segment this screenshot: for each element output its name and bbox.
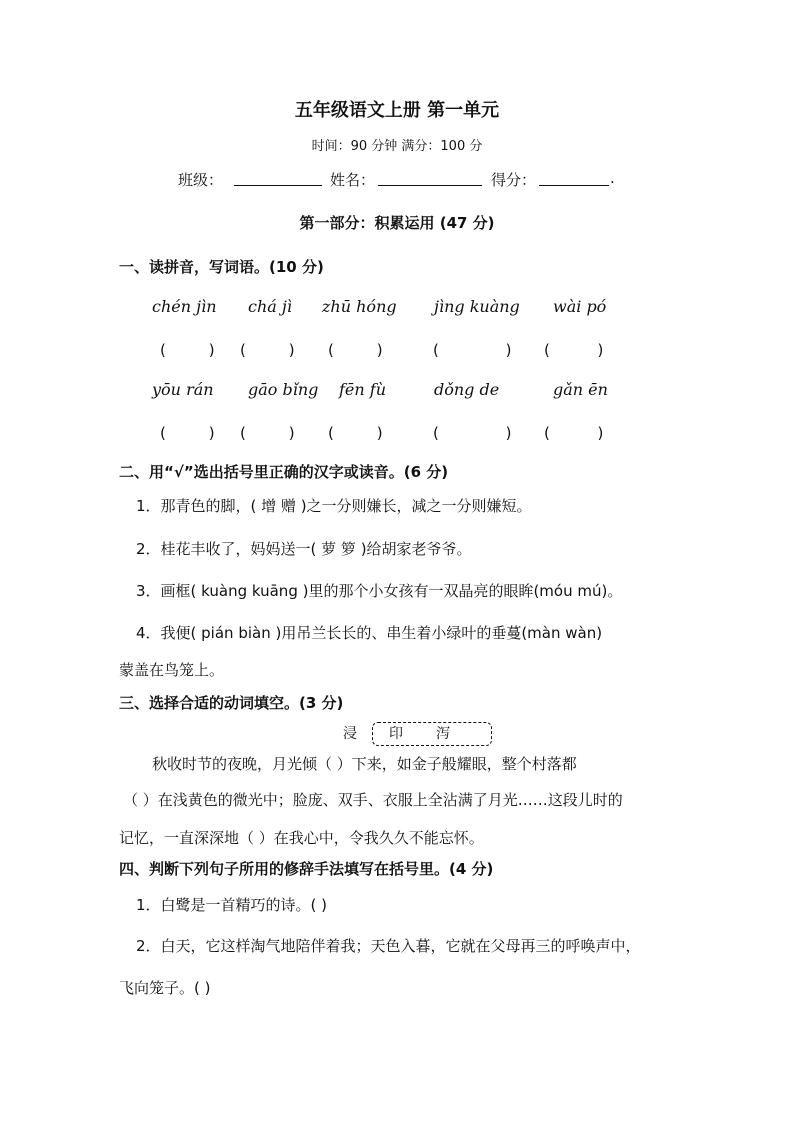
passage-line: 记忆，一直深深地（ ）在我心中，令我久久不能忘怀。: [119, 829, 484, 847]
answer-blank[interactable]: ( ): [240, 341, 295, 359]
part-title: 第一部分：积累运用 (47 分): [299, 214, 495, 232]
question-2-item-continued: 蒙盖在鸟笼上。: [119, 661, 225, 679]
passage-line: 秋收时节的夜晚，月光倾（ ）下来，如金子般耀眼，整个村落都: [152, 755, 577, 773]
class-label: 班级：: [178, 171, 224, 189]
pinyin-word: fēn fù: [339, 380, 387, 399]
answer-blank[interactable]: ( ): [160, 341, 215, 359]
pinyin-word: chén jìn: [152, 297, 217, 316]
name-field[interactable]: [378, 169, 482, 186]
answer-blank[interactable]: ( ): [240, 424, 295, 442]
answer-blank[interactable]: ( ): [544, 424, 604, 442]
pinyin-word: wài pó: [553, 297, 607, 316]
exam-meta: 时间：90 分钟 满分：100 分: [311, 139, 483, 154]
pinyin-word: yōu rán: [152, 380, 214, 399]
class-field[interactable]: [234, 169, 322, 186]
pinyin-word: zhū hóng: [322, 297, 397, 316]
question-2-item: 3．画框( kuàng kuāng )里的那个小女孩有一双晶亮的眼眸(móu mú)。: [136, 582, 623, 600]
answer-blank[interactable]: ( ): [328, 424, 383, 442]
pinyin-word: dǒng de: [434, 380, 500, 399]
word-option: 浸: [343, 726, 357, 742]
name-label: 姓名：: [330, 171, 376, 189]
question-4-item: 2．白天，它这样淘气地陪伴着我；天色入暮，它就在父母再三的呼唤声中，: [136, 937, 641, 955]
question-3-heading: 三、选择合适的动词填空。(3 分): [119, 694, 344, 712]
answer-blank[interactable]: ( ): [433, 424, 512, 442]
question-4-item-continued: 飞向笼子。( ): [119, 979, 211, 997]
question-2-item: 2．桂花丰收了，妈妈送一( 萝 箩 )给胡家老爷爷。: [136, 540, 472, 558]
answer-blank[interactable]: ( ): [433, 341, 512, 359]
score-label: 得分：: [491, 171, 537, 189]
answer-blank[interactable]: ( ): [160, 424, 215, 442]
question-4-item: 1．白鹭是一首精巧的诗。( ): [136, 896, 328, 914]
question-2-heading: 二、用“√”选出括号里正确的汉字或读音。(6 分): [119, 463, 449, 481]
pinyin-word: gǎn ēn: [553, 380, 608, 399]
passage-line: （ ）在浅黄色的微光中；脸庞、双手、衣服上全沾满了月光……这段儿时的: [123, 791, 623, 809]
word-option: 印: [389, 726, 403, 742]
answer-blank[interactable]: ( ): [328, 341, 383, 359]
pinyin-word: jìng kuàng: [434, 297, 520, 316]
question-4-heading: 四、判断下列句子所用的修辞手法填写在括号里。(4 分): [119, 860, 494, 878]
question-1-heading: 一、读拼音，写词语。(10 分): [119, 258, 324, 276]
word-option: 泻: [436, 726, 450, 742]
question-2-item: 1．那青色的脚，( 增 赠 )之一分则嫌长，减之一分则嫌短。: [136, 497, 532, 515]
end-dot: .: [610, 169, 615, 187]
question-2-item: 4．我便( pián biàn )用吊兰长长的、串生着小绿叶的垂蔓(màn wàn): [136, 624, 603, 642]
pinyin-word: gāo bǐng: [248, 380, 319, 399]
score-field[interactable]: [539, 169, 609, 186]
answer-blank[interactable]: ( ): [544, 341, 604, 359]
page-title: 五年级语文上册 第一单元: [294, 100, 500, 121]
pinyin-word: chá jì: [248, 297, 292, 316]
